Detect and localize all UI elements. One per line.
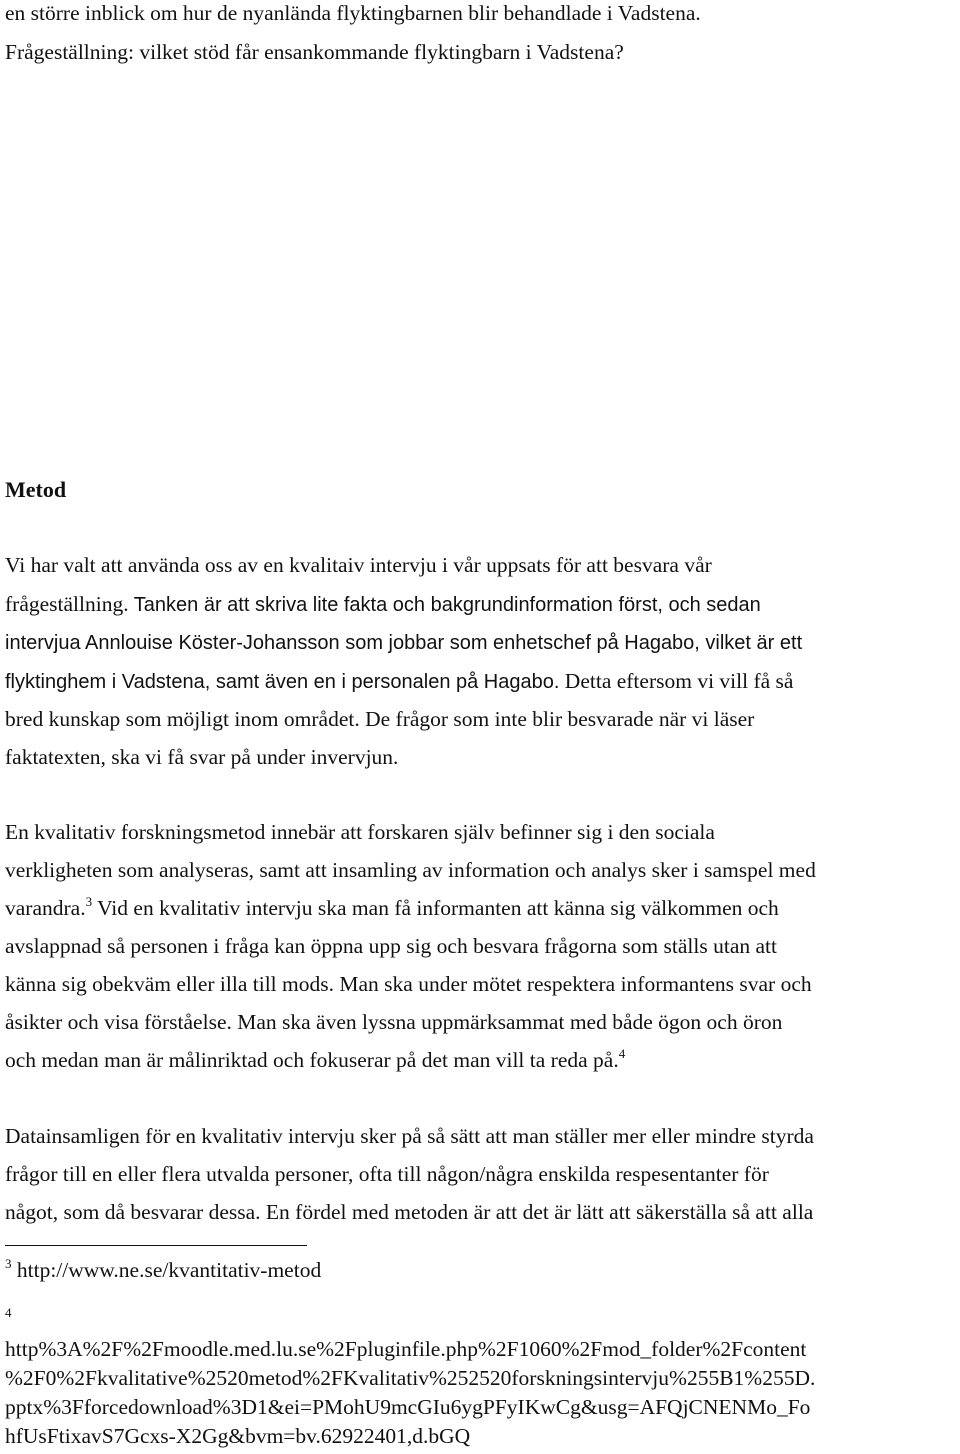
- paragraph-line: [5, 671, 793, 693]
- text-run: Tanken är att skriva lite fakta och bakgrundinformation först, och sedan: [128, 594, 761, 616]
- method-heading: Metod: [5, 477, 67, 502]
- paragraph-line: åsikter och visa förståelse. Man ska även lyssna uppmärksammat med både ögon och öron: [5, 1010, 783, 1034]
- paragraph-line: känna sig obekväm eller illa till mods. Man ska under mötet respektera informantens svar och: [5, 972, 812, 996]
- paragraph-line: [5, 894, 779, 920]
- intro-text-line: en större inblick om hur de nyanlända flyktingbarnen blir behandlade i Vadstena.: [5, 1, 701, 25]
- text-run: frågeställning.: [5, 592, 129, 616]
- footnote-link-line[interactable]: %2F0%2Fkvalitative%2520metod%2FKvalitativ%252520forskningsintervju%255B1%255D.: [5, 1366, 816, 1390]
- text-run: Detta eftersom vi vill få så: [559, 669, 794, 693]
- text-run: bred kunskap som möjligt inom området.: [5, 707, 360, 731]
- text-run: och medan man är målinriktad och fokuserar på det man vill ta reda på.: [5, 1048, 619, 1072]
- paragraph-line: intervjua Annlouise Köster-Johansson som jobbar som enhetschef på Hagabo, vilket är ett: [5, 632, 803, 654]
- paragraph-line: något, som då besvarar dessa. En fördel med metoden är att det är lätt att säkerställa så att alla: [5, 1200, 814, 1224]
- footnote-reference[interactable]: 4: [618, 1046, 626, 1061]
- footnote-number: 3: [5, 1256, 12, 1271]
- paragraph-line: [5, 709, 754, 731]
- text-run: flyktinghem i Vadstena, samt även en i personalen på Hagabo.: [5, 671, 560, 693]
- footnote-separator: [5, 1245, 307, 1246]
- paragraph-line: En kvalitativ forskningsmetod innebär att forskaren själv befinner sig i den sociala: [5, 820, 715, 844]
- text-run: De frågor som inte blir besvarade när vi läser: [359, 707, 755, 731]
- paragraph-line: [5, 1046, 626, 1072]
- footnote-link-line[interactable]: http%3A%2F%2Fmoodle.med.lu.se%2Fpluginfile.php%2F1060%2Fmod_folder%2Fcontent: [5, 1337, 807, 1361]
- paragraph-line: faktatexten, ska vi få svar på under invervjun.: [5, 745, 399, 769]
- paragraph-line: [5, 594, 761, 616]
- footnote-reference[interactable]: 3: [85, 894, 93, 909]
- footnote-link-line[interactable]: hfUsFtixavS7Gcxs-X2Gg&bvm=bv.62922401,d.bGQ: [5, 1424, 471, 1448]
- footnote-link[interactable]: http://www.ne.se/kvantitativ-metod: [11, 1258, 322, 1282]
- footnote-line: [5, 1256, 322, 1282]
- text-run: varandra.: [5, 896, 86, 920]
- footnote-link-line[interactable]: pptx%3Fforcedownload%3D1&ei=PMohU9mcGIu6ygPFyIKwCg&usg=AFQjCNENMo_Fo: [5, 1395, 811, 1419]
- research-question: Frågeställning: vilket stöd får ensankommande flyktingbarn i Vadstena?: [5, 40, 624, 64]
- footnote-number: 4: [5, 1305, 12, 1320]
- paragraph-line: Datainsamligen för en kvalitativ intervju sker på så sätt att man ställer mer eller mindre styrda: [5, 1124, 814, 1148]
- paragraph-line: verkligheten som analyseras, samt att insamling av information och analys sker i samspel med: [5, 858, 816, 882]
- paragraph-line: Vi har valt att använda oss av en kvalitaiv intervju i vår uppsats för att besvara vår: [5, 553, 712, 577]
- paragraph-line: frågor till en eller flera utvalda personer, ofta till någon/några enskilda respesentanter för: [5, 1162, 769, 1186]
- text-run: Vid en kvalitativ intervju ska man få informanten att känna sig välkommen och: [92, 896, 779, 920]
- paragraph-line: avslappnad så personen i fråga kan öppna upp sig och besvara frågorna som ställs utan att: [5, 934, 777, 958]
